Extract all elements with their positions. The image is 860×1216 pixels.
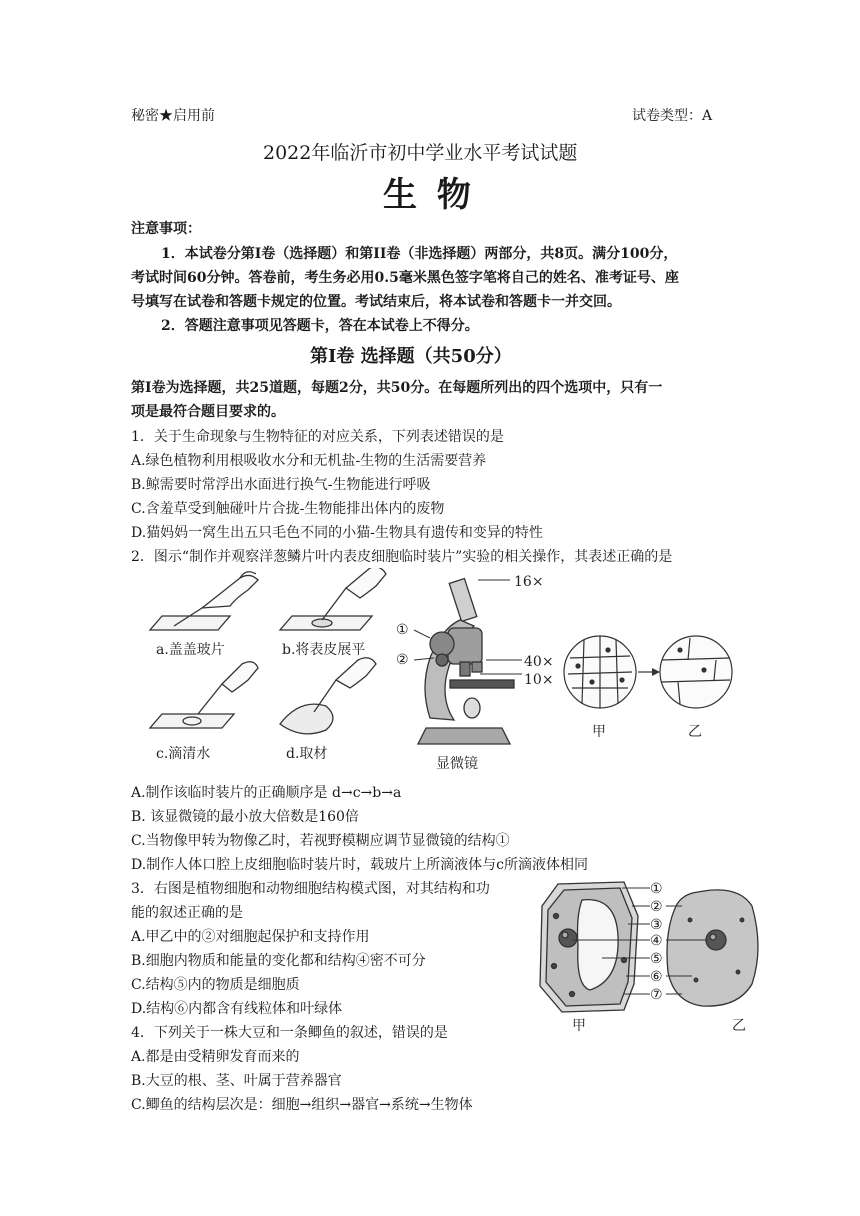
q3-option-c: C.结构⑤内的物质是细胞质 <box>131 977 300 993</box>
q2-option-c: C.当物像甲转为物像乙时，若视野模糊应调节显微镜的结构① <box>131 833 510 849</box>
step-d-label: d.取材 <box>286 746 328 762</box>
q4-option-a: A.都是由受精卵发育而来的 <box>131 1049 300 1065</box>
step-a-illustration <box>150 572 258 630</box>
label-structure-4: ④ <box>650 933 663 949</box>
q2-option-d: D.制作人体口腔上皮细胞临时装片时，载玻片上所滴液体与c所滴液体相同 <box>131 857 589 873</box>
q1-stem: 1．关于生命现象与生物特征的对应关系，下列表述错误的是 <box>131 429 504 445</box>
paper-type-label: 试卷类型：A <box>632 108 713 124</box>
label-structure-7: ⑦ <box>650 987 663 1003</box>
animal-cell-label: 乙 <box>732 1018 746 1034</box>
notice-item-1-line-1: 1．本试卷分第Ⅰ卷（选择题）和第II卷（非选择题）两部分，共8页。满分100分， <box>161 246 678 262</box>
q2-stem: 2．图示“制作并观察洋葱鳞片叶内表皮细胞临时装片”实验的相关操作，其表述正确的是 <box>131 549 673 565</box>
q2-figure <box>130 568 750 778</box>
plant-cell-illustration <box>540 882 638 1012</box>
marker-structure-1: ① <box>396 622 409 638</box>
q3-cell-drawing <box>532 876 762 1036</box>
q1-option-a: A.绿色植物利用根吸收水分和无机盐-生物的生活需要营养 <box>131 453 487 469</box>
label-structure-3: ③ <box>650 917 663 933</box>
q3-option-b: B.细胞内物质和能量的变化都和结构④密不可分 <box>131 953 426 969</box>
notice-item-2: 2．答题注意事项见答题卡，答在本试卷上不得分。 <box>161 318 479 334</box>
q4-option-b: B.大豆的根、茎、叶属于营养器官 <box>131 1073 342 1089</box>
notice-heading: 注意事项： <box>131 221 201 237</box>
view-yi-label: 乙 <box>688 724 702 740</box>
q4-option-c: C.鲫鱼的结构层次是：细胞→组织→器官→系统→生物体 <box>131 1097 473 1113</box>
label-structure-5: ⑤ <box>650 951 663 967</box>
section-intro-line-2: 项是最符合题目要求的。 <box>131 404 285 420</box>
q3-option-a: A.甲乙中的②对细胞起保护和支持作用 <box>131 929 370 945</box>
q1-option-c: C.含羞草受到触碰叶片合拢-生物能排出体内的废物 <box>131 501 445 517</box>
q4-stem: 4．下列关于一株大豆和一条鲫鱼的叙述，错误的是 <box>131 1025 448 1041</box>
label-structure-6: ⑥ <box>650 969 663 985</box>
q3-stem-line-2: 能的叙述正确的是 <box>131 905 243 921</box>
notice-item-1-line-3: 号填写在试卷和答题卡规定的位置。考试结束后，将本试卷和答题卡一并交回。 <box>131 294 621 310</box>
notice-item-1-line-2: 考试时间60分钟。答卷前，考生务必用0.5毫米黑色签字笔将自己的姓名、准考证号、座 <box>131 270 679 286</box>
step-d-illustration <box>280 658 376 734</box>
q2-option-b: B. 该显微镜的最小放大倍数是160倍 <box>131 809 359 825</box>
q3-cell-figure <box>532 876 762 1036</box>
label-structure-1: ① <box>650 881 663 897</box>
q1-option-b: B.鲸需要时常浮出水面进行换气-生物能进行呼吸 <box>131 477 431 493</box>
microscope-illustration <box>418 579 514 744</box>
view-jia-illustration <box>564 636 636 708</box>
step-c-illustration <box>150 662 258 728</box>
step-b-label: b.将表皮展平 <box>282 642 366 658</box>
section-intro-line-1: 第Ⅰ卷为选择题，共25道题，每题2分，共50分。在每题所列出的四个选项中，只有一 <box>131 380 663 396</box>
q3-option-d: D.结构⑥内都含有线粒体和叶绿体 <box>131 1001 343 1017</box>
plant-cell-label: 甲 <box>572 1018 586 1034</box>
q1-option-d: D.猫妈妈一窝生出五只毛色不同的小猫-生物具有遗传和变异的特性 <box>131 525 543 541</box>
objective-high-mag: 40× <box>524 654 554 670</box>
marker-structure-2: ② <box>396 652 409 668</box>
subject-title: 生 物 <box>383 175 475 215</box>
microscope-label: 显微镜 <box>436 756 478 772</box>
q2-figure-drawing <box>130 568 750 778</box>
label-structure-2: ② <box>650 899 663 915</box>
view-jia-label: 甲 <box>592 724 606 740</box>
section-title: 第Ⅰ卷 选择题（共50分） <box>310 346 512 367</box>
view-yi-illustration <box>660 636 732 708</box>
animal-cell-illustration <box>667 890 758 1006</box>
secret-label: 秘密★启用前 <box>131 108 215 124</box>
eyepiece-mag: 16× <box>514 574 544 590</box>
step-a-label: a.盖盖玻片 <box>156 642 225 658</box>
step-c-label: c.滴清水 <box>156 746 211 762</box>
objective-low-mag: 10× <box>524 672 554 688</box>
q3-stem-line-1: 3．右图是植物细胞和动物细胞结构模式图，对其结构和功 <box>131 881 490 897</box>
exam-title: 2022年临沂市初中学业水平考试试题 <box>263 142 578 164</box>
step-b-illustration <box>280 568 386 630</box>
q2-option-a: A.制作该临时装片的正确顺序是 d→c→b→a <box>131 785 402 801</box>
